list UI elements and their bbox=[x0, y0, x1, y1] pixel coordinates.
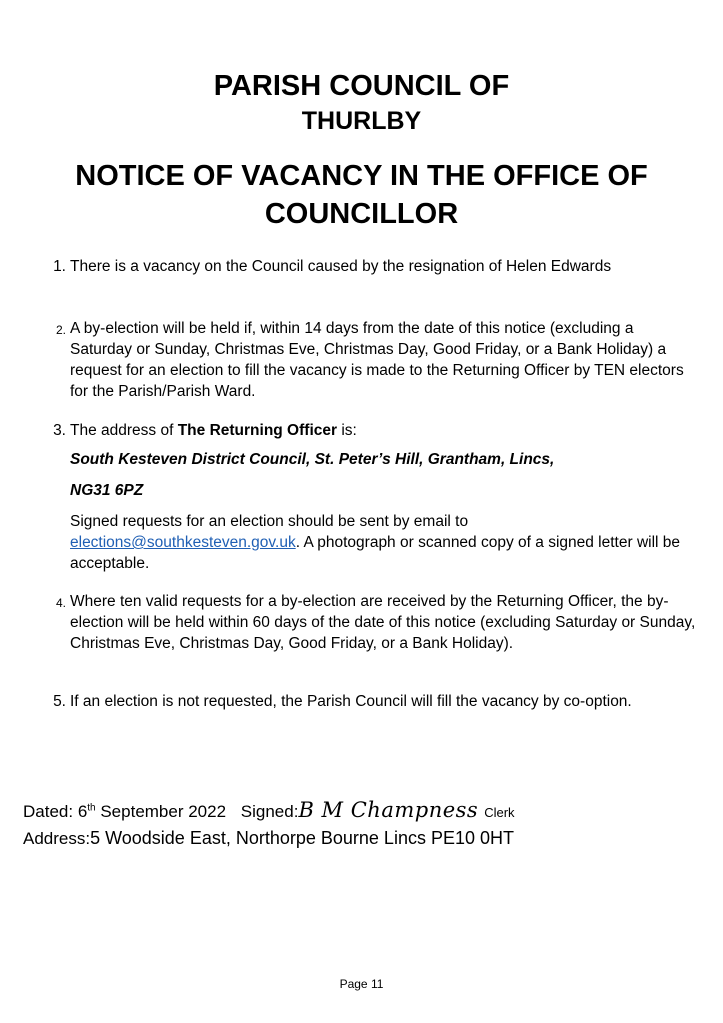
item-text bbox=[70, 420, 698, 441]
email-link[interactable]: elections@southkesteven.gov.uk bbox=[70, 534, 296, 551]
item-number: 2. bbox=[55, 323, 66, 337]
address-line-2: NG31 6PZ bbox=[70, 482, 144, 499]
item-number: 5. bbox=[53, 693, 66, 710]
after-email-text: . A photograph or scanned copy of a signed letter will be acceptable. bbox=[70, 534, 681, 572]
clerk-label: Clerk bbox=[484, 805, 515, 820]
address-line bbox=[23, 828, 514, 849]
dated-signed-line bbox=[23, 798, 515, 822]
item-number: 1. bbox=[53, 258, 66, 275]
clerk-address: 5 Woodside East, Northorpe Bourne Lincs PE10 0HT bbox=[90, 828, 514, 848]
notice-title-continued: COUNCILLOR bbox=[264, 198, 459, 230]
item-text: Where ten valid requests for a by-election are received by the Returning Officer, the by-election will be held within 60 days of the date of this notice (excluding Saturday or Sunday, Christmas Eve, Christmas Day, Good Friday, or a Bank Holiday). bbox=[70, 593, 696, 652]
address-intro-end: is: bbox=[337, 422, 357, 439]
signature: B M Champness bbox=[298, 798, 479, 822]
page-number: Page 11 bbox=[339, 977, 384, 991]
dated-label: Dated: bbox=[23, 802, 78, 821]
item-text: There is a vacancy on the Council caused by the resignation of Helen Edwards bbox=[70, 258, 612, 275]
notice-title: NOTICE OF VACANCY IN THE OFFICE OF bbox=[75, 160, 648, 192]
signed-requests-text: Signed requests for an election should be sent by email to bbox=[70, 513, 469, 530]
date-day: 6 bbox=[77, 802, 88, 821]
item-text: A by-election will be held if, within 14 days from the date of this notice (excluding a Saturday or Sunday, Christmas Eve, Christmas Day, Good Friday, or a Bank Holiday) a request for an election to fill the vacancy is made to the Returning Officer by TEN electors for the Parish/Parish Ward. bbox=[70, 320, 684, 400]
signed-label: Signed: bbox=[240, 802, 299, 821]
council-title: PARISH COUNCIL OF bbox=[213, 70, 510, 102]
address-line-1: South Kesteven District Council, St. Peter’s Hill, Grantham, Lincs, bbox=[70, 451, 555, 468]
parish-name: THURLBY bbox=[301, 107, 422, 135]
returning-officer-label: The Returning Officer bbox=[177, 422, 338, 439]
date-rest: September 2022 bbox=[95, 802, 227, 821]
email-instructions-text bbox=[70, 511, 698, 574]
item-text: If an election is not requested, the Parish Council will fill the vacancy by co-option. bbox=[70, 693, 632, 710]
date-day-suffix: th bbox=[87, 802, 96, 814]
address-intro: The address of bbox=[70, 422, 178, 439]
item-number: 3. bbox=[53, 422, 66, 439]
address-label: Address: bbox=[23, 829, 91, 848]
item-number: 4. bbox=[55, 596, 66, 610]
